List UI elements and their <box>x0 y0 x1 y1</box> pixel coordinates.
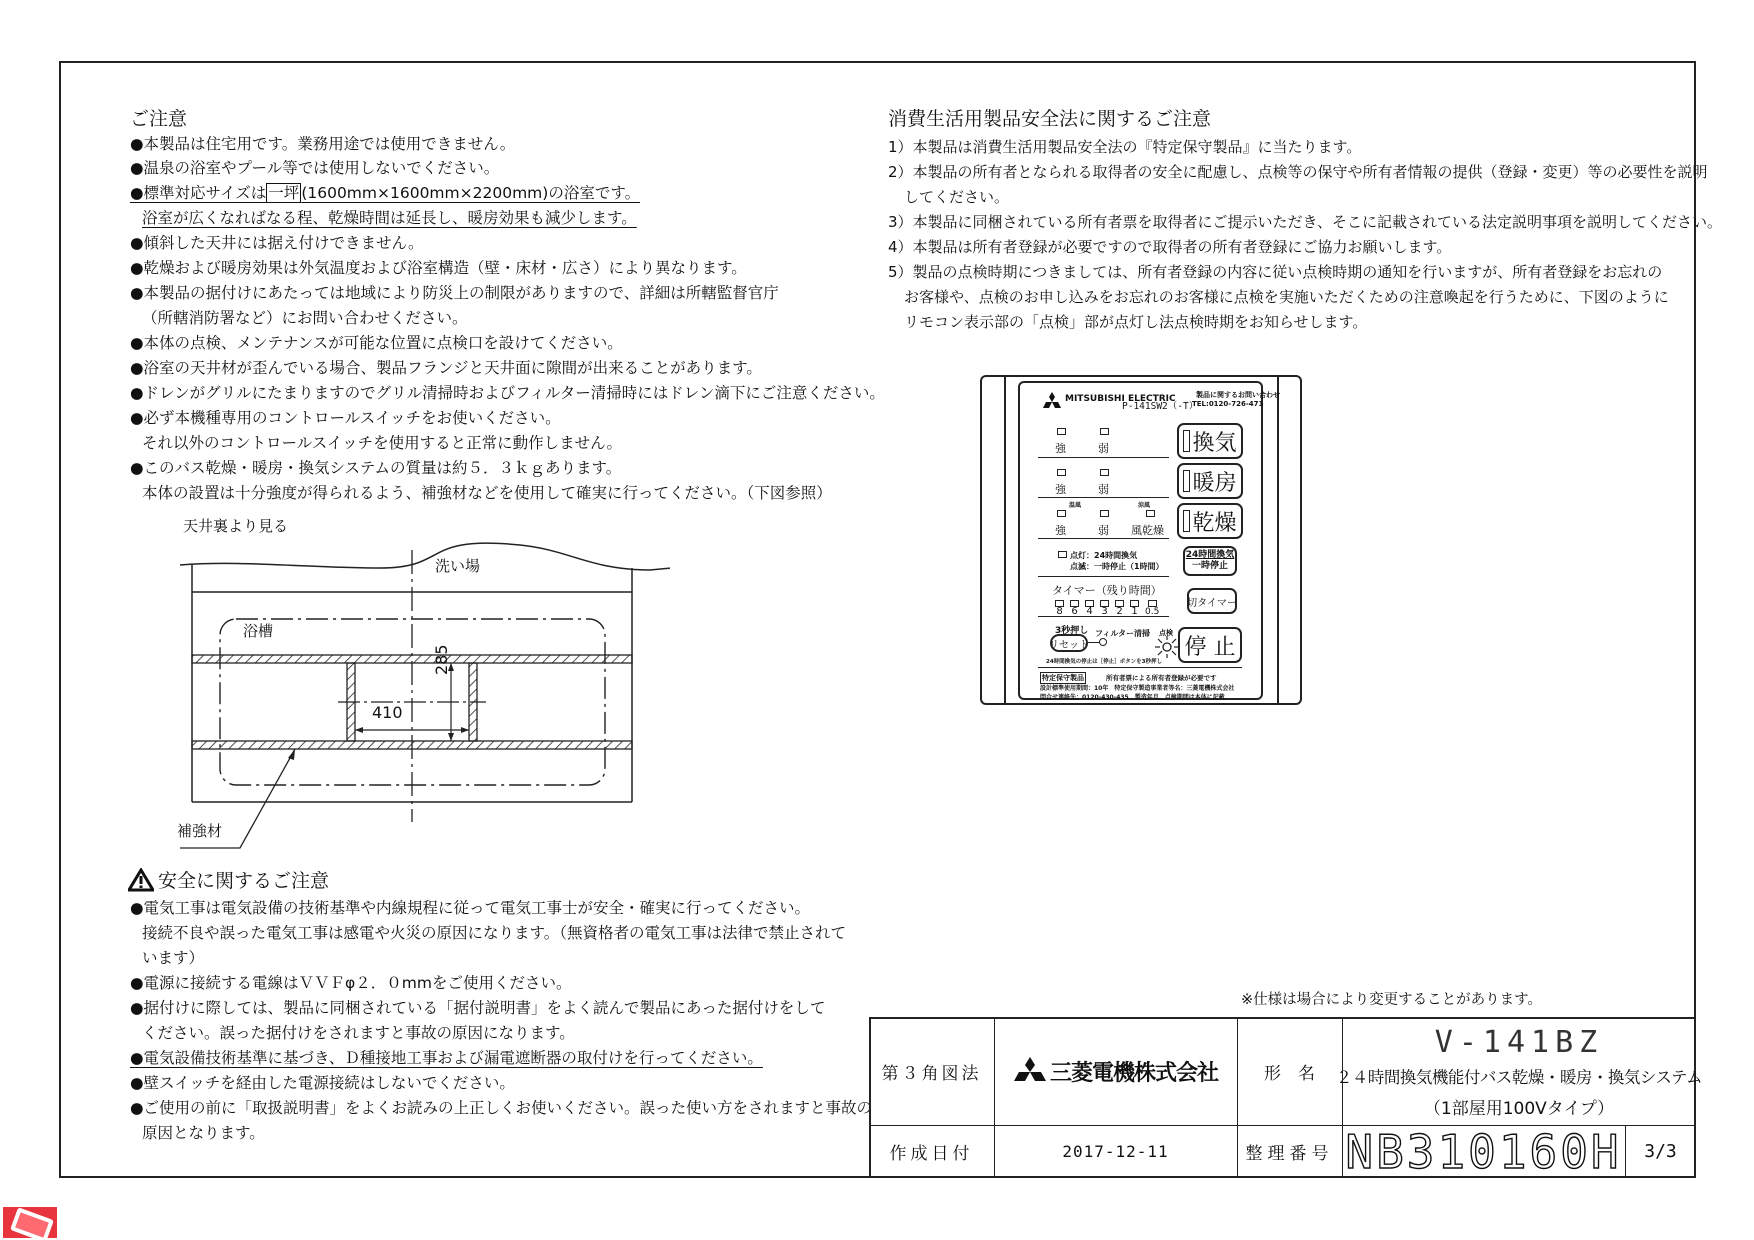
note-line: ●温泉の浴室やプール等では使用しないでください。 <box>130 159 500 177</box>
consumer-law-line: リモコン表示部の「点検」部が点灯し法点検時期をお知らせします。 <box>904 313 1368 331</box>
model-type: （1部屋用100Vタイプ） <box>1423 1098 1615 1119</box>
note-line: ●傾斜した天井には据え付けできません。 <box>130 234 424 252</box>
ventilation-button[interactable] <box>1177 423 1243 459</box>
specified-maintenance-tag: 特定保守製品 <box>1042 674 1084 682</box>
note-line: ●浴室の天井材が歪んでいる場合、製品フランジと天井面に隙間が出来ることがあります。 <box>130 359 762 377</box>
note-line: ●このバス乾燥・暖房・換気システムの質量は約５．３ｋｇあります。 <box>130 459 622 477</box>
consumer-law-line: 2）本製品の所有者となられる取得者の安全に配慮し、点検等の保守や所有者情報の提供（登録・変更）等の必要性を説明 <box>888 163 1708 181</box>
date-label: 作成日付 <box>889 1144 974 1164</box>
safety-line: ●ご使用の前に「取扱説明書」をよくお読みの上正しくお使いください。誤った使い方をされますと事故の <box>130 1099 873 1117</box>
reset-note: 24時間換気の停止は［停止］ボタンを3秒押し <box>1046 659 1162 665</box>
note-line-size <box>130 181 640 205</box>
note-line: ●本製品は住宅用です。業務用途では使用できません。 <box>130 135 516 153</box>
projection-method: 第３角図法 <box>881 1063 982 1084</box>
reference-number: NB310160H <box>1345 1124 1622 1179</box>
led-dry-weak <box>1100 510 1109 517</box>
reset-button[interactable] <box>1050 634 1088 652</box>
label-reinforcement: 補強材 <box>177 822 223 840</box>
label-bathtub: 浴槽 <box>243 622 274 640</box>
filter-clean-label: フィルター清掃 <box>1095 629 1151 638</box>
note-size-tsubo: 一坪 <box>268 184 300 202</box>
heat-weak-label: 弱 <box>1098 483 1109 496</box>
stop-button[interactable] <box>1178 627 1242 663</box>
safety-line: います） <box>142 949 205 967</box>
safety-line: ●電源に接続する電線はＶＶＦφ２．０mmをご使用ください。 <box>130 974 572 992</box>
heating-button-label: 暖房 <box>1192 470 1237 496</box>
drying-button[interactable] <box>1177 503 1243 539</box>
safety-line: ●壁スイッチを経由した電源接続はしないでください。 <box>130 1074 515 1092</box>
consumer-law-line: 5）製品の点検時期につきましては、所有者登録の内容に従い点検時期の通知を行いますが、所有者登録をお忘れの <box>888 263 1663 281</box>
off-timer-label: 切タイマー <box>1187 597 1237 609</box>
remote-footer-2: 設計標準使用期間：10年 特定保守製造事業者等名：三菱電機株式会社 <box>1040 685 1235 692</box>
creation-date: 2017-12-11 <box>1062 1142 1169 1161</box>
note-line: （所轄消防署など）にお問い合わせください。 <box>142 309 468 327</box>
inspect-lamp-icon <box>1155 636 1179 658</box>
remote-frame-divider <box>1004 377 1006 703</box>
note-line: 本体の設置は十分強度が得られるよう、補強材などを使用して確実に行ってください。（下図参照） <box>142 484 832 502</box>
ref-label: 整理番号 <box>1245 1144 1334 1164</box>
safety-line: ください。誤った据付けをされますと事故の原因になります。 <box>142 1024 575 1042</box>
remote-divider <box>1038 667 1242 668</box>
timer-led-item <box>1070 600 1079 617</box>
heat-strong-label: 強 <box>1055 483 1066 496</box>
remote-model: P-141SW2（-T） <box>1122 401 1199 412</box>
note-size-prefix: ●標準対応サイズは <box>130 184 267 202</box>
filter-led <box>1099 638 1107 646</box>
consumer-law-line: してください。 <box>904 188 1010 206</box>
press-3s-label: 3秒押し <box>1055 626 1089 636</box>
inspect-label: 点検 <box>1159 629 1173 637</box>
remote-footer-3: 問合せ連絡先：0120-430-435 製造年月、点検期間は本体に記載 <box>1040 694 1225 701</box>
safety-line: ●電気設備技術基準に基づき、Ｄ種接地工事および漏電遮断器の取付けを行ってください。 <box>130 1049 763 1067</box>
off-timer-button[interactable] <box>1187 588 1237 614</box>
reinforcement-diagram <box>150 530 670 850</box>
consumer-law-title: 消費生活用製品安全法に関するご注意 <box>888 108 1212 130</box>
note-line: ●乾燥および暖房効果は外気温度および浴室構造（壁・床材・広さ）により異なります。 <box>130 259 747 277</box>
vent-strong-label: 強 <box>1055 442 1066 455</box>
mitsubishi-logo-icon <box>1041 392 1063 410</box>
timer-leds <box>1055 600 1159 617</box>
remote-frame-divider <box>1277 377 1279 703</box>
model-number: V-141BZ <box>1434 1024 1604 1060</box>
pause-24h-line1: 24時間換気 <box>1185 550 1235 560</box>
note-line: 浴室が広くなればなる程、乾燥時間は延長し、暖房効果も減少します。 <box>142 209 637 227</box>
led-heat-strong <box>1057 469 1066 476</box>
dimension-width: 410 <box>372 703 403 722</box>
warning-triangle-icon <box>128 868 154 892</box>
timer-value: 1 <box>1131 606 1138 617</box>
drying-button-label: 乾燥 <box>1192 510 1237 536</box>
timer-value: 6 <box>1071 606 1078 617</box>
safety-header <box>128 866 329 893</box>
consumer-law-line: お客様や、点検のお申し込みをお忘れのお客様に点検を実施いただくための注意喚起を行うために、下図のように <box>904 288 1669 306</box>
timer-led-item <box>1130 600 1139 617</box>
remote-tel: TEL:0120-726-471 <box>1192 400 1264 408</box>
timer-led <box>1148 600 1157 607</box>
dry-weak-label: 弱 <box>1098 524 1109 537</box>
note-line: ●本体の点検、メンテナンスが可能な位置に点検口を設けてください。 <box>130 334 623 352</box>
pause-24h-button[interactable] <box>1183 546 1237 576</box>
timer-led-item <box>1055 600 1064 617</box>
notes-title: ご注意 <box>130 108 188 130</box>
timer-led-item <box>1085 600 1094 617</box>
note-24h-blink: 点滅：一時停止（1時間） <box>1070 562 1164 571</box>
corner-badge <box>3 1207 57 1238</box>
consumer-law-line: 4）本製品は所有者登録が必要ですので取得者の所有者登録にご協力お願いします。 <box>888 238 1452 256</box>
led-vent-weak <box>1100 428 1109 435</box>
timer-value: 3 <box>1101 606 1108 617</box>
timer-value: 2 <box>1116 606 1123 617</box>
ventilation-button-label: 換気 <box>1192 430 1237 456</box>
badge-shape-icon <box>10 1207 54 1238</box>
remote-divider <box>1038 457 1169 458</box>
led-dry-strong <box>1057 510 1066 517</box>
note-line: ●ドレンがグリルにたまりますのでグリル清掃時およびフィルター清掃時にはドレン滴下にご注意ください。 <box>130 384 885 402</box>
remote-divider <box>1038 538 1169 539</box>
safety-line: ●据付けに際しては、製品に同梱されている「据付説明書」をよく読んで製品にあった据付けをして <box>130 999 826 1017</box>
led-dry-wind <box>1146 510 1155 517</box>
pause-24h-line2: 一時停止 <box>1191 561 1228 571</box>
note-size-dims: (1600mm×1600mm×2200mm)の浴室です。 <box>301 184 641 202</box>
timer-value: 0.5 <box>1145 607 1160 617</box>
remote-divider <box>1038 576 1169 577</box>
safety-line: ●電気工事は電気設備の技術基準や内線規程に従って電気工事士が安全・確実に行ってください。 <box>130 899 811 917</box>
label-wash-area: 洗い場 <box>435 557 481 575</box>
mitsubishi-logo-icon <box>1013 1057 1047 1085</box>
led-heat-weak <box>1100 469 1109 476</box>
company-name: 三菱電機株式会社 <box>1049 1060 1218 1086</box>
warm-air-label: 温風 <box>1069 502 1082 509</box>
wind-dry-label: 風乾燥 <box>1131 524 1164 537</box>
sheet-number: 3/3 <box>1644 1141 1677 1162</box>
remote-divider <box>1038 497 1169 498</box>
remote-contact-label: 製品に関するお問い合わせ <box>1196 391 1280 399</box>
consumer-law-line: 1）本製品は消費生活用製品安全法の『特定保守製品』に当たります。 <box>888 138 1362 156</box>
model-description: ２４時間換気機能付バス乾燥・暖房・換気システム <box>1335 1068 1703 1087</box>
dry-strong-label: 強 <box>1055 524 1066 537</box>
consumer-law-line: 3）本製品に同梱されている所有者票を取得者にご提示いただき、そこに記載されている法定説明事項を説明してください。 <box>888 213 1722 231</box>
remote-footer-1: 所有者票による所有者登録が必要です <box>1106 674 1217 682</box>
timer-led-item <box>1115 600 1124 617</box>
reset-button-label: リセット <box>1049 639 1089 651</box>
diagram-caption: 天井裏より見る <box>183 517 289 535</box>
model-label: 形 名 <box>1264 1063 1315 1084</box>
remote-divider <box>1038 616 1169 617</box>
safety-title: 安全に関するご注意 <box>158 870 330 892</box>
cool-air-label: 涼風 <box>1138 502 1151 509</box>
company-logo <box>994 1017 1237 1125</box>
note-line: それ以外のコントロールスイッチを使用すると正常に動作しません。 <box>142 434 623 452</box>
timer-value: 4 <box>1086 606 1093 617</box>
timer-label: タイマー（残り時間） <box>1052 584 1162 597</box>
dimension-height: 285 <box>432 644 451 675</box>
timer-value: 8 <box>1056 606 1063 617</box>
remote-brand: MITSUBISHI ELECTRIC <box>1065 394 1176 404</box>
timer-led-item <box>1145 600 1159 617</box>
note-line: ●必ず本機種専用のコントロールスイッチをお使いください。 <box>130 409 561 427</box>
led-24h <box>1058 551 1067 558</box>
safety-line: 原因となります。 <box>142 1124 265 1142</box>
heating-button[interactable] <box>1177 463 1243 499</box>
vent-weak-label: 弱 <box>1098 442 1109 455</box>
note-line: ●本製品の据付けにあたっては地域により防災上の制限がありますので、詳細は所轄監督官庁 <box>130 284 779 302</box>
timer-led-item <box>1100 600 1109 617</box>
spec-change-note: ※仕様は場合により変更することがあります。 <box>1241 992 1542 1008</box>
note-24h-on: 点灯：24時間換気 <box>1070 551 1138 560</box>
led-vent-strong <box>1057 428 1066 435</box>
stop-button-label: 停 止 <box>1184 634 1236 660</box>
safety-line: 接続不良や誤った電気工事は感電や火災の原因になります。（無資格者の電気工事は法律で禁止されて <box>142 924 847 942</box>
